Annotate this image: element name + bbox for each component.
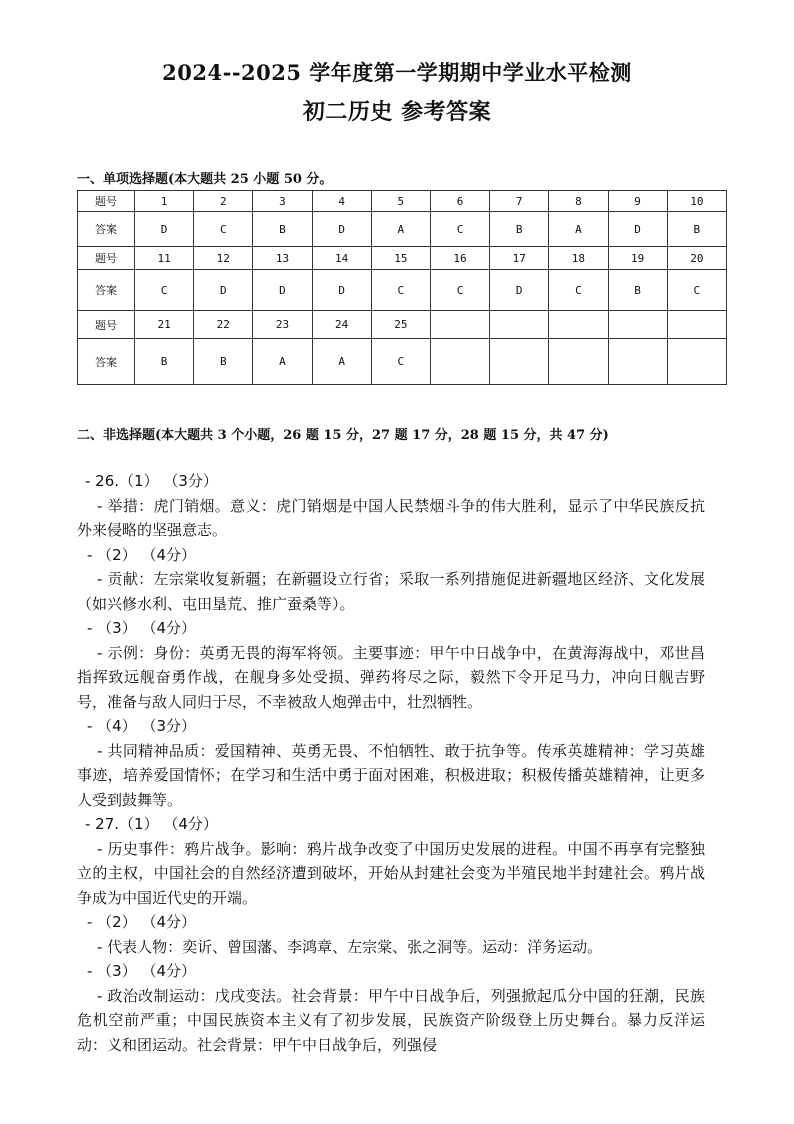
row-label-answer: 答案 [78,339,135,385]
q27-3-heading: - （3） （4分） [87,962,197,980]
answer-row [78,270,727,311]
question-number-cell: 1 [135,191,194,212]
question-number-cell: 3 [253,191,312,212]
question-number-cell: 17 [490,247,549,270]
q26-1-answer: - 举措：虎门销烟。意义：虎门销烟是中国人民禁烟斗争的伟大胜利，显示了中华民族反抗外来侵略的坚强意志。 [77,496,705,539]
q26-3-answer: - 示例：身份：英勇无畏的海军将领。主要事迹：甲午中日战争中，在黄海海战中，邓世昌指挥致远舰奋勇作战，在舰身多处受损、弹药将尽之际，毅然下令开足马力，冲向日舰吉野号，准备与敌人同归于尽，不幸被敌人炮弹击中，壮烈牺牲。 [77,643,705,711]
answer-cell: D [253,270,312,311]
answer-cell: C [371,270,430,311]
answer-cell: C [371,339,430,385]
answer-cell [667,339,726,385]
question-number-cell: 15 [371,247,430,270]
answer-cell: A [312,339,371,385]
answer-row [78,339,727,385]
row-label-number: 题号 [78,311,135,339]
q26-1-heading: - 26.（1） （3分） [85,472,218,490]
answer-cell: D [194,270,253,311]
answer-cell: C [430,270,489,311]
q26-4-answer: - 共同精神品质：爱国精神、英勇无畏、不怕牺牲、敢于抗争等。传承英雄精神：学习英雄事迹，培养爱国情怀；在学习和生活中勇于面对困难，积极进取；积极传播英雄精神，让更多人受到鼓舞等。 [77,741,705,809]
answer-cell: B [608,270,667,311]
answer-cell: A [549,212,608,247]
question-number-cell: 13 [253,247,312,270]
answer-cell: A [253,339,312,385]
question-number-cell: 2 [194,191,253,212]
question-number-cell [549,311,608,339]
q27-1-heading: - 27.（1） （4分） [85,815,218,833]
page-title: 2024--2025 学年度第一学期期中学业水平检测 [162,60,632,85]
answer-cell [490,339,549,385]
q26-4-heading: - （4） （3分） [87,717,197,735]
answer-cell: D [608,212,667,247]
question-number-cell: 9 [608,191,667,212]
question-number-cell: 12 [194,247,253,270]
row-label-answer: 答案 [78,212,135,247]
question-number-cell: 10 [667,191,726,212]
question-number-cell: 24 [312,311,371,339]
row-label-number: 题号 [78,191,135,212]
q27-2-heading: - （2） （4分） [87,913,197,931]
question-number-row [78,247,727,270]
question-number-cell [608,311,667,339]
q26-2-answer: - 贡献：左宗棠收复新疆；在新疆设立行省；采取一系列措施促进新疆地区经济、文化发展（如兴修水利、屯田垦荒、推广蚕桑等）。 [77,570,705,613]
answer-cell: B [253,212,312,247]
row-label-number: 题号 [78,247,135,270]
q27-2-answer: - 代表人物：奕䜣、曾国藩、李鸿章、左宗棠、张之洞等。运动：洋务运动。 [97,937,603,956]
row-label-answer: 答案 [78,270,135,311]
answer-table [77,190,727,385]
question-number-cell: 18 [549,247,608,270]
question-number-cell: 16 [430,247,489,270]
question-number-cell [490,311,549,339]
question-number-cell: 20 [667,247,726,270]
answer-cell: D [312,212,371,247]
answer-cell: C [135,270,194,311]
page-subtitle: 初二历史 参考答案 [302,99,492,125]
answer-cell [549,339,608,385]
question-number-cell: 19 [608,247,667,270]
answer-cell: D [312,270,371,311]
question-number-cell: 25 [371,311,430,339]
answer-cell: B [135,339,194,385]
question-number-cell: 21 [135,311,194,339]
q26-2-heading: - （2） （4分） [87,545,197,564]
question-number-cell: 23 [253,311,312,339]
answer-cell [608,339,667,385]
answer-cell: C [549,270,608,311]
answer-cell: B [194,339,253,385]
question-number-cell: 8 [549,191,608,212]
question-number-cell: 6 [430,191,489,212]
question-number-cell: 7 [490,191,549,212]
answer-body [77,469,705,1057]
answer-row [78,212,727,247]
answer-cell: B [667,212,726,247]
q27-3-answer: - 政治改制运动：戊戌变法。社会背景：甲午中日战争后，列强掀起瓜分中国的狂潮，民族危机空前严重；中国民族资本主义有了初步发展，民族资产阶级登上历史舞台。暴力反洋运动：义和团运动。社会背景：甲午中日战争后，列强侵 [77,986,705,1054]
answer-cell: C [194,212,253,247]
q27-1-answer: - 历史事件：鸦片战争。影响：鸦片战争改变了中国历史发展的进程。中国不再享有完整独立的主权，中国社会的自然经济遭到破坏，开始从封建社会变为半殖民地半封建社会。鸦片战争成为中国近代史的开端。 [77,839,705,907]
answer-cell: C [430,212,489,247]
section-heading-essay: 二、非选择题(本大题共 3 个小题，26 题 15 分，27 题 17 分，28 题 15 分，共 47 分) [77,428,609,443]
question-number-cell [430,311,489,339]
q26-3-heading: - （3） （4分） [87,619,197,637]
answer-cell [430,339,489,385]
section-heading-choice: 一、单项选择题(本大题共 25 小题 50 分。 [77,172,333,187]
question-number-row [78,191,727,212]
question-number-cell [667,311,726,339]
question-number-cell: 11 [135,247,194,270]
answer-cell: D [135,212,194,247]
answer-cell: B [490,212,549,247]
question-number-cell: 4 [312,191,371,212]
question-number-row [78,311,727,339]
answer-cell: C [667,270,726,311]
question-number-cell: 5 [371,191,430,212]
answer-cell: D [490,270,549,311]
question-number-cell: 22 [194,311,253,339]
question-number-cell: 14 [312,247,371,270]
answer-cell: A [371,212,430,247]
